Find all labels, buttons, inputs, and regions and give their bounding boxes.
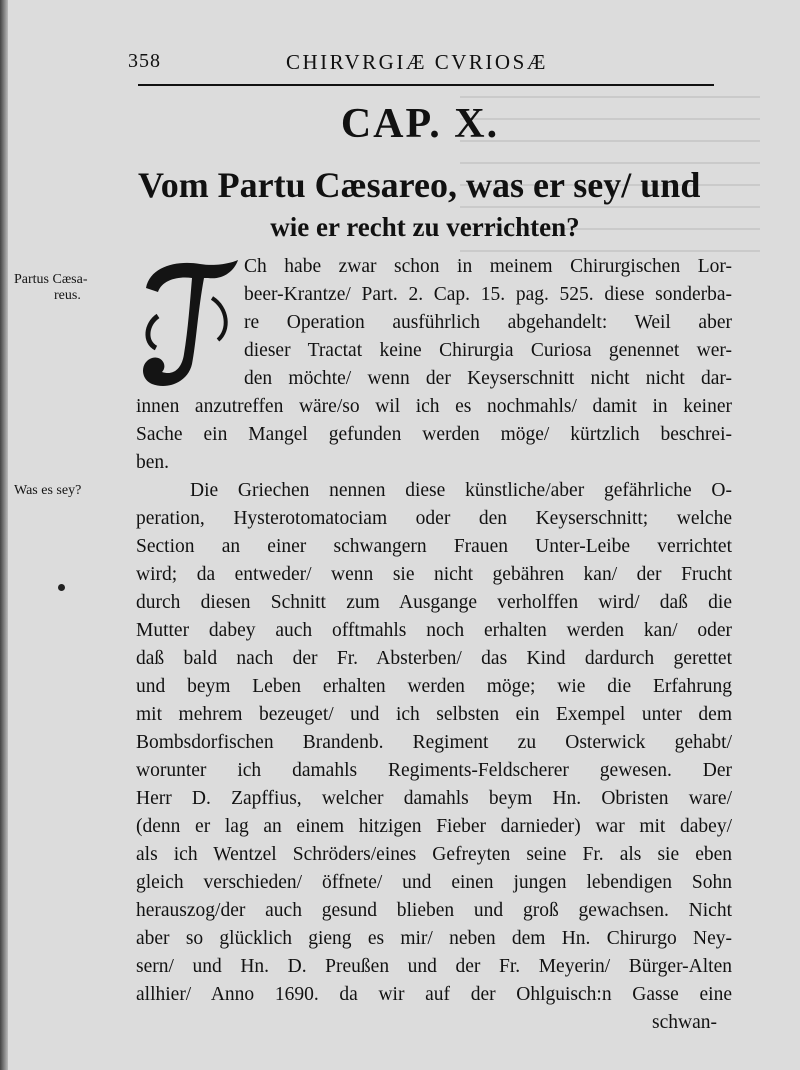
- text-line: ben.: [136, 452, 170, 473]
- text-line: Bombsdorfischen Brandenb. Regiment zu Osterwick gehabt/: [136, 732, 732, 753]
- margin-note-partus: [14, 272, 124, 304]
- text-line: Mutter dabey auch offtmahls noch erhalten werden kan/ oder: [136, 620, 732, 641]
- page-number: 358: [128, 50, 161, 72]
- text-line: Die Griechen nennen diese künstliche/aber gefährliche O-: [190, 480, 732, 501]
- text-line: allhier/ Anno 1690. da wir auf der Ohlguisch:n Gasse eine: [136, 984, 732, 1005]
- text-line: mit mehrem bezeuget/ und ich selbsten ein Exempel unter dem: [136, 704, 732, 725]
- header-rule: [138, 84, 714, 86]
- text-line: innen anzutreffen wäre/so wil ich es nochmahls/ damit in keiner: [136, 396, 732, 417]
- text-line: beer-Krantze/ Part. 2. Cap. 15. pag. 525. diese sonderba-: [244, 284, 732, 305]
- text-line: daß bald nach der Fr. Absterben/ das Kind dardurch gerettet: [136, 648, 732, 669]
- margin-note-line: Was es sey?: [14, 483, 82, 498]
- text-line: gleich verschieden/ öffnete/ und einen jungen lebendigen Sohn: [136, 872, 732, 893]
- text-line: dieser Tractat keine Chirurgia Curiosa genennet wer-: [244, 340, 732, 361]
- text-line: als ich Wentzel Schröders/eines Gefreyten seine Fr. als sie eben: [136, 844, 732, 865]
- text-line: worunter ich damahls Regiments-Feldscherer gewesen. Der: [136, 760, 732, 781]
- margin-note-was-es-sey: [14, 483, 124, 499]
- text-line: Section an einer schwangern Frauen Unter-Leibe verrichtet: [136, 536, 732, 557]
- text-line: re Operation ausführlich abgehandelt: Weil aber: [244, 312, 732, 333]
- text-line: peration, Hysterotomatociam oder den Keyserschnitt; welche: [136, 508, 732, 529]
- text-line: sern/ und Hn. D. Preußen und der Fr. Meyerin/ Bürger-Alten: [136, 956, 732, 977]
- text-line: wird; da entweder/ wenn sie nicht gebähren kan/ der Frucht: [136, 564, 732, 585]
- text-line: (denn er lag an einem hitzigen Fieber darnieder) war mit dabey/: [136, 816, 732, 837]
- margin-note-line: Partus Cæsa-: [14, 272, 88, 287]
- text-line: Sache ein Mangel gefunden werden möge/ kürtzlich beschrei-: [136, 424, 732, 445]
- text-line: Herr D. Zapffius, welcher damahls beym Hn. Obristen ware/: [136, 788, 732, 809]
- text-line: und beym Leben erhalten werden möge; wie die Erfahrung: [136, 676, 732, 697]
- chapter-title-line-1: Vom Partu Cæsareo, was er sey/ und: [138, 165, 701, 205]
- text-line: den möchte/ wenn der Keyserschnitt nicht nicht dar-: [244, 368, 732, 389]
- running-title: CHIRVRGIÆ CVRIOSÆ: [286, 50, 548, 74]
- text-line: aber so glücklich gieng es mir/ neben dem Hn. Chirurgo Ney-: [136, 928, 732, 949]
- catchword: schwan-: [652, 1012, 717, 1033]
- page-gutter-shadow: [0, 0, 8, 1070]
- chapter-heading: CAP. X.: [340, 101, 500, 147]
- ink-speck: [58, 584, 65, 591]
- text-line: herauszog/der auch gesund blieben und groß gewachsen. Nicht: [136, 900, 732, 921]
- chapter-title-line-2: wie er recht zu verrichten?: [270, 212, 580, 242]
- margin-note-line: reus.: [54, 288, 81, 303]
- text-line: Ch habe zwar schon in meinem Chirurgischen Lor-: [244, 256, 732, 277]
- text-line: durch diesen Schnitt zum Ausgange verholffen wird/ daß die: [136, 592, 732, 613]
